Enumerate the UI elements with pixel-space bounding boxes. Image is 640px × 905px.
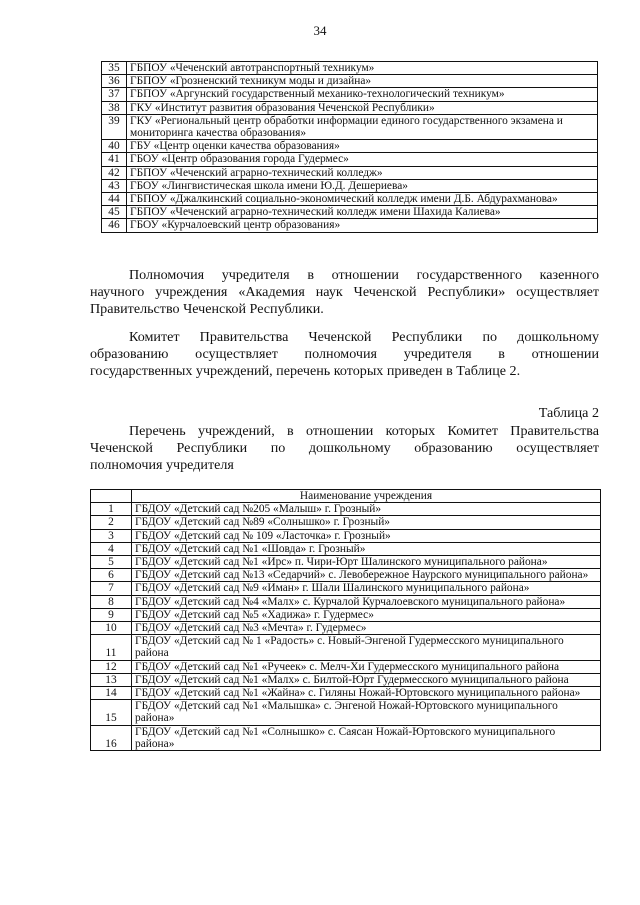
institution-name: ГБПОУ «Аргунский государственный механико-технологический техникум» <box>127 88 598 101</box>
institution-name: ГБОУ «Курчалоевский центр образования» <box>127 219 598 232</box>
institution-name: ГБОУ «Центр образования города Гудермес» <box>127 153 598 166</box>
table-row <box>91 687 601 700</box>
table-row <box>102 206 598 219</box>
institution-name: ГБДОУ «Детский сад №1 «Солнышко» с. Саясан Ножай-Юртовского муниципального района» <box>132 725 601 750</box>
preschool-table-body <box>91 503 601 751</box>
row-number: 39 <box>102 114 127 139</box>
row-number: 43 <box>102 179 127 192</box>
table-row <box>102 193 598 206</box>
table-row <box>102 75 598 88</box>
table-row <box>102 114 598 139</box>
institutions-table-body <box>102 62 598 233</box>
institution-name: ГБДОУ «Детский сад №9 «Иман» г. Шали Шалинского муниципального района» <box>132 582 601 595</box>
institutions-table-continued <box>101 61 598 233</box>
institution-name: ГБДОУ «Детский сад №1 «Ирс» п. Чири-Юрт Шалинского муниципального района» <box>132 556 601 569</box>
row-number: 12 <box>91 660 132 673</box>
row-number: 10 <box>91 622 132 635</box>
table-row <box>102 101 598 114</box>
institution-name: ГБПОУ «Чеченский автотранспортный техникум» <box>127 62 598 75</box>
table-row <box>91 516 601 529</box>
table-row <box>91 503 601 516</box>
row-number: 1 <box>91 503 132 516</box>
table-row <box>102 140 598 153</box>
row-number: 38 <box>102 101 127 114</box>
row-number: 45 <box>102 206 127 219</box>
table-header <box>91 490 601 503</box>
row-number: 46 <box>102 219 127 232</box>
row-number: 6 <box>91 569 132 582</box>
row-number: 41 <box>102 153 127 166</box>
paragraph-line: Правительство Чеченской Республики. <box>90 301 324 318</box>
paragraph-line: Чеченской Республики по дошкольному образованию осуществляет <box>90 440 599 457</box>
table-row <box>102 153 598 166</box>
preschool-institutions-table <box>90 489 601 751</box>
table-row <box>91 700 601 725</box>
paragraph-line: государственных учреждений, перечень которых приведен в Таблице 2. <box>90 363 521 380</box>
institution-name: ГКУ «Институт развития образования Чеченской Республики» <box>127 101 598 114</box>
row-number: 15 <box>91 700 132 725</box>
institution-name: ГБПОУ «Джалкинский социально-экономический колледж имени Д.Б. Абдурахманова» <box>127 193 598 206</box>
paragraph-academy-of-sciences <box>90 267 599 319</box>
row-number: 16 <box>91 725 132 750</box>
row-number: 35 <box>102 62 127 75</box>
institution-name: ГБДОУ «Детский сад №13 «Седарчий» с. Левобережное Наурского муниципального района» <box>132 569 601 582</box>
paragraph-line: Комитет Правительства Чеченской Республики по дошкольному <box>129 329 599 345</box>
row-number: 13 <box>91 673 132 686</box>
institution-name: ГБДОУ «Детский сад №3 «Мечта» г. Гудермес» <box>132 622 601 635</box>
row-number: 4 <box>91 542 132 555</box>
institution-name: ГБПОУ «Грозненский техникум моды и дизайна» <box>127 75 598 88</box>
table-row <box>91 542 601 555</box>
table-row <box>91 556 601 569</box>
row-number: 8 <box>91 595 132 608</box>
paragraph-line: полномочия учредителя <box>90 457 234 474</box>
row-number: 3 <box>91 529 132 542</box>
institution-name: ГБДОУ «Детский сад № 109 «Ласточка» г. Грозный» <box>132 529 601 542</box>
table-row <box>91 595 601 608</box>
table-row <box>102 219 598 232</box>
table-row <box>91 725 601 750</box>
paragraph-line: научного учреждения «Академия наук Чеченской Республики» осуществляет <box>90 284 599 301</box>
page-number: 34 <box>313 23 327 38</box>
institution-name: ГБДОУ «Детский сад №1 «Жайна» с. Гиляны Ножай-Юртовского муниципального района» <box>132 687 601 700</box>
row-number: 2 <box>91 516 132 529</box>
institution-name: ГБДОУ «Детский сад №1 «Шовда» г. Грозный» <box>132 542 601 555</box>
institution-name: ГБПОУ «Чеченский аграрно-технический колледж имени Шахида Калиева» <box>127 206 598 219</box>
table-row <box>102 166 598 179</box>
institution-name: ГБДОУ «Детский сад №1 «Малх» с. Билтой-Юрт Гудермесского муниципального района <box>132 673 601 686</box>
row-number: 5 <box>91 556 132 569</box>
row-number: 9 <box>91 608 132 621</box>
row-number: 42 <box>102 166 127 179</box>
row-number: 14 <box>91 687 132 700</box>
table-row <box>91 673 601 686</box>
table-row <box>91 608 601 621</box>
table-row <box>91 529 601 542</box>
paragraph-preschool-committee <box>90 329 599 381</box>
row-number: 44 <box>102 193 127 206</box>
table-caption: Таблица 2 <box>538 405 599 421</box>
table-row <box>91 635 601 660</box>
row-number: 11 <box>91 635 132 660</box>
table-row <box>91 569 601 582</box>
table-row <box>102 62 598 75</box>
institution-name: ГБДОУ «Детский сад №205 «Малыш» г. Грозный» <box>132 503 601 516</box>
row-number: 36 <box>102 75 127 88</box>
header-name: Наименование учреждения <box>132 490 601 503</box>
paragraph-line: образованию осуществляет полномочия учредителя в отношении <box>90 346 599 363</box>
institution-name: ГБДОУ «Детский сад №4 «Малх» с. Курчалой Курчалоевского муниципального района» <box>132 595 601 608</box>
header-number <box>91 490 132 503</box>
table-row <box>91 582 601 595</box>
table-row <box>102 179 598 192</box>
paragraph-line: Перечень учреждений, в отношении которых Комитет Правительства <box>129 423 599 439</box>
table-row <box>91 622 601 635</box>
row-number: 37 <box>102 88 127 101</box>
institution-name: ГКУ «Региональный центр обработки информации единого государственного экзамена и мониторинга качества образования» <box>127 114 598 139</box>
paragraph-line: Полномочия учредителя в отношении государственного казенного <box>129 267 599 283</box>
institution-name: ГБДОУ «Детский сад № 1 «Радость» с. Новый-Энгеной Гудермесского муниципального района <box>132 635 601 660</box>
institution-name: ГБПОУ «Чеченский аграрно-технический колледж» <box>127 166 598 179</box>
table-title <box>90 423 599 475</box>
institution-name: ГБДОУ «Детский сад №89 «Солнышко» г. Грозный» <box>132 516 601 529</box>
institution-name: ГБОУ «Лингвистическая школа имени Ю.Д. Дешериева» <box>127 179 598 192</box>
row-number: 7 <box>91 582 132 595</box>
table-row <box>102 88 598 101</box>
row-number: 40 <box>102 140 127 153</box>
table-row <box>91 660 601 673</box>
institution-name: ГБУ «Центр оценки качества образования» <box>127 140 598 153</box>
institution-name: ГБДОУ «Детский сад №5 «Хадижа» г. Гудермес» <box>132 608 601 621</box>
institution-name: ГБДОУ «Детский сад №1 «Ручеек» с. Мелч-Хи Гудермесского муниципального района <box>132 660 601 673</box>
institution-name: ГБДОУ «Детский сад №1 «Малышка» с. Энгеной Ножай-Юртовского муниципального района» <box>132 700 601 725</box>
header-row <box>91 490 601 503</box>
